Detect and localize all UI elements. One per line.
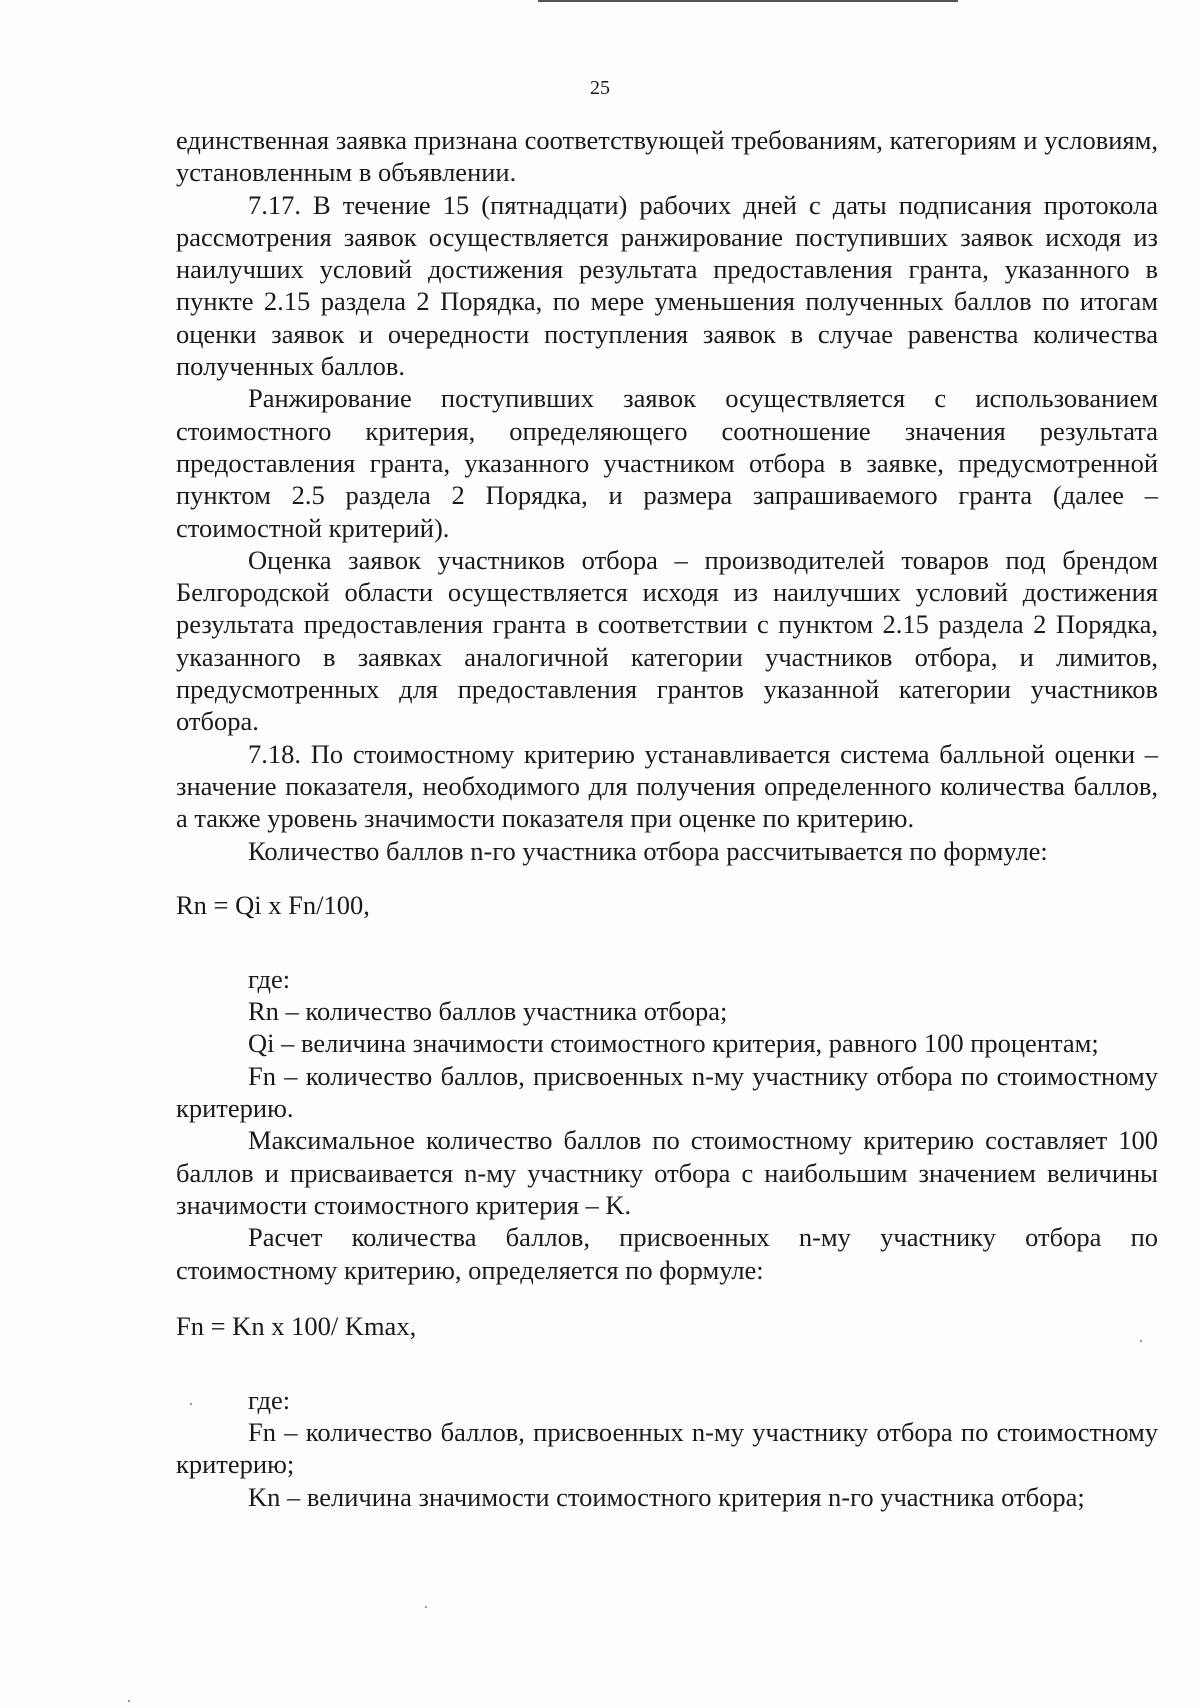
formula-fn: Fn = Kn x 100/ Kmax, (176, 1310, 417, 1341)
page-number: 25 (590, 77, 610, 99)
scan-speck (425, 1606, 427, 1608)
definition-rn: Rn – количество баллов участника отбора; (248, 996, 728, 1027)
paragraph-evaluation: Оценка заявок участников отбора – производителей товаров под брендом Белгородской области осуществляется исходя из наилучших условий достижения результата предоставления гранта в соответствии с пунктом 2.15 раздела 2 Порядка, указанного в заявках аналогичной категории участников отбора, и лимитов, предусмотренных для предоставления грантов указанной категории участников отбора. (176, 544, 1158, 737)
where-label-2: где: (248, 1384, 291, 1415)
paragraph-continuation: единственная заявка признана соответствующей требованиям, категориям и условиям, установленным в объявлении. (176, 125, 1158, 188)
paragraph-7-18: 7.18. По стоимостному критерию устанавливается система балльной оценки – значение показателя, необходимого для получения определенного количества баллов, а также уровень значимости показателя при оценке по критерию. (176, 738, 1158, 834)
paragraph-max-points: Максимальное количество баллов по стоимостному критерию составляет 100 баллов и присваивается n-му участнику отбора с наибольшим значением величины значимости стоимостного критерия – K. (176, 1125, 1158, 1220)
scan-speck (190, 1403, 192, 1405)
paragraph-7-17: 7.17. В течение 15 (пятнадцати) рабочих дней с даты подписания протокола рассмотрения заявок осуществляется ранжирование поступивших заявок исходя из наилучших условий достижения результата предоставления гранта, указанного в пункте 2.15 раздела 2 Порядка, по мере уменьшения полученных баллов по итогам оценки заявок и очередности поступления заявок в случае равенства количества полученных баллов. (176, 189, 1158, 382)
definition-fn-2: Fn – количество баллов, присвоенных n-му участнику отбора по стоимостному критерию; (176, 1417, 1158, 1480)
paragraph-points-formula-intro: Количество баллов n-го участника отбора рассчитывается по формуле: (248, 835, 1048, 866)
paragraph-ranking: Ранжирование поступивших заявок осуществляется с использованием стоимостного критерия, определяющего соотношение значения результата предоставления гранта, указанного участником отбора в заявке, предусмотренной пунктом 2.5 раздела 2 Порядка, и размера запрашиваемого гранта (далее – стоимостной критерий). (176, 383, 1158, 543)
scan-edge-line (538, 0, 958, 2)
formula-rn: Rn = Qi x Fn/100, (176, 889, 370, 920)
definition-fn: Fn – количество баллов, присвоенных n-му участнику отбора по стоимостному критерию. (176, 1060, 1158, 1124)
document-body (176, 124, 1158, 1513)
scan-speck (128, 1700, 130, 1702)
scan-speck (1140, 1340, 1142, 1342)
where-label: где: (248, 963, 291, 994)
definition-kn: Kn – величина значимости стоимостного критерия n-го участника отбора; (248, 1481, 1085, 1512)
paragraph-calc-intro: Расчет количества баллов, присвоенных n-му участнику отбора по стоимостному критерию, определяется по формуле: (176, 1222, 1158, 1285)
definition-qi: Qi – величина значимости стоимостного критерия, равного 100 процентам; (248, 1028, 1099, 1059)
